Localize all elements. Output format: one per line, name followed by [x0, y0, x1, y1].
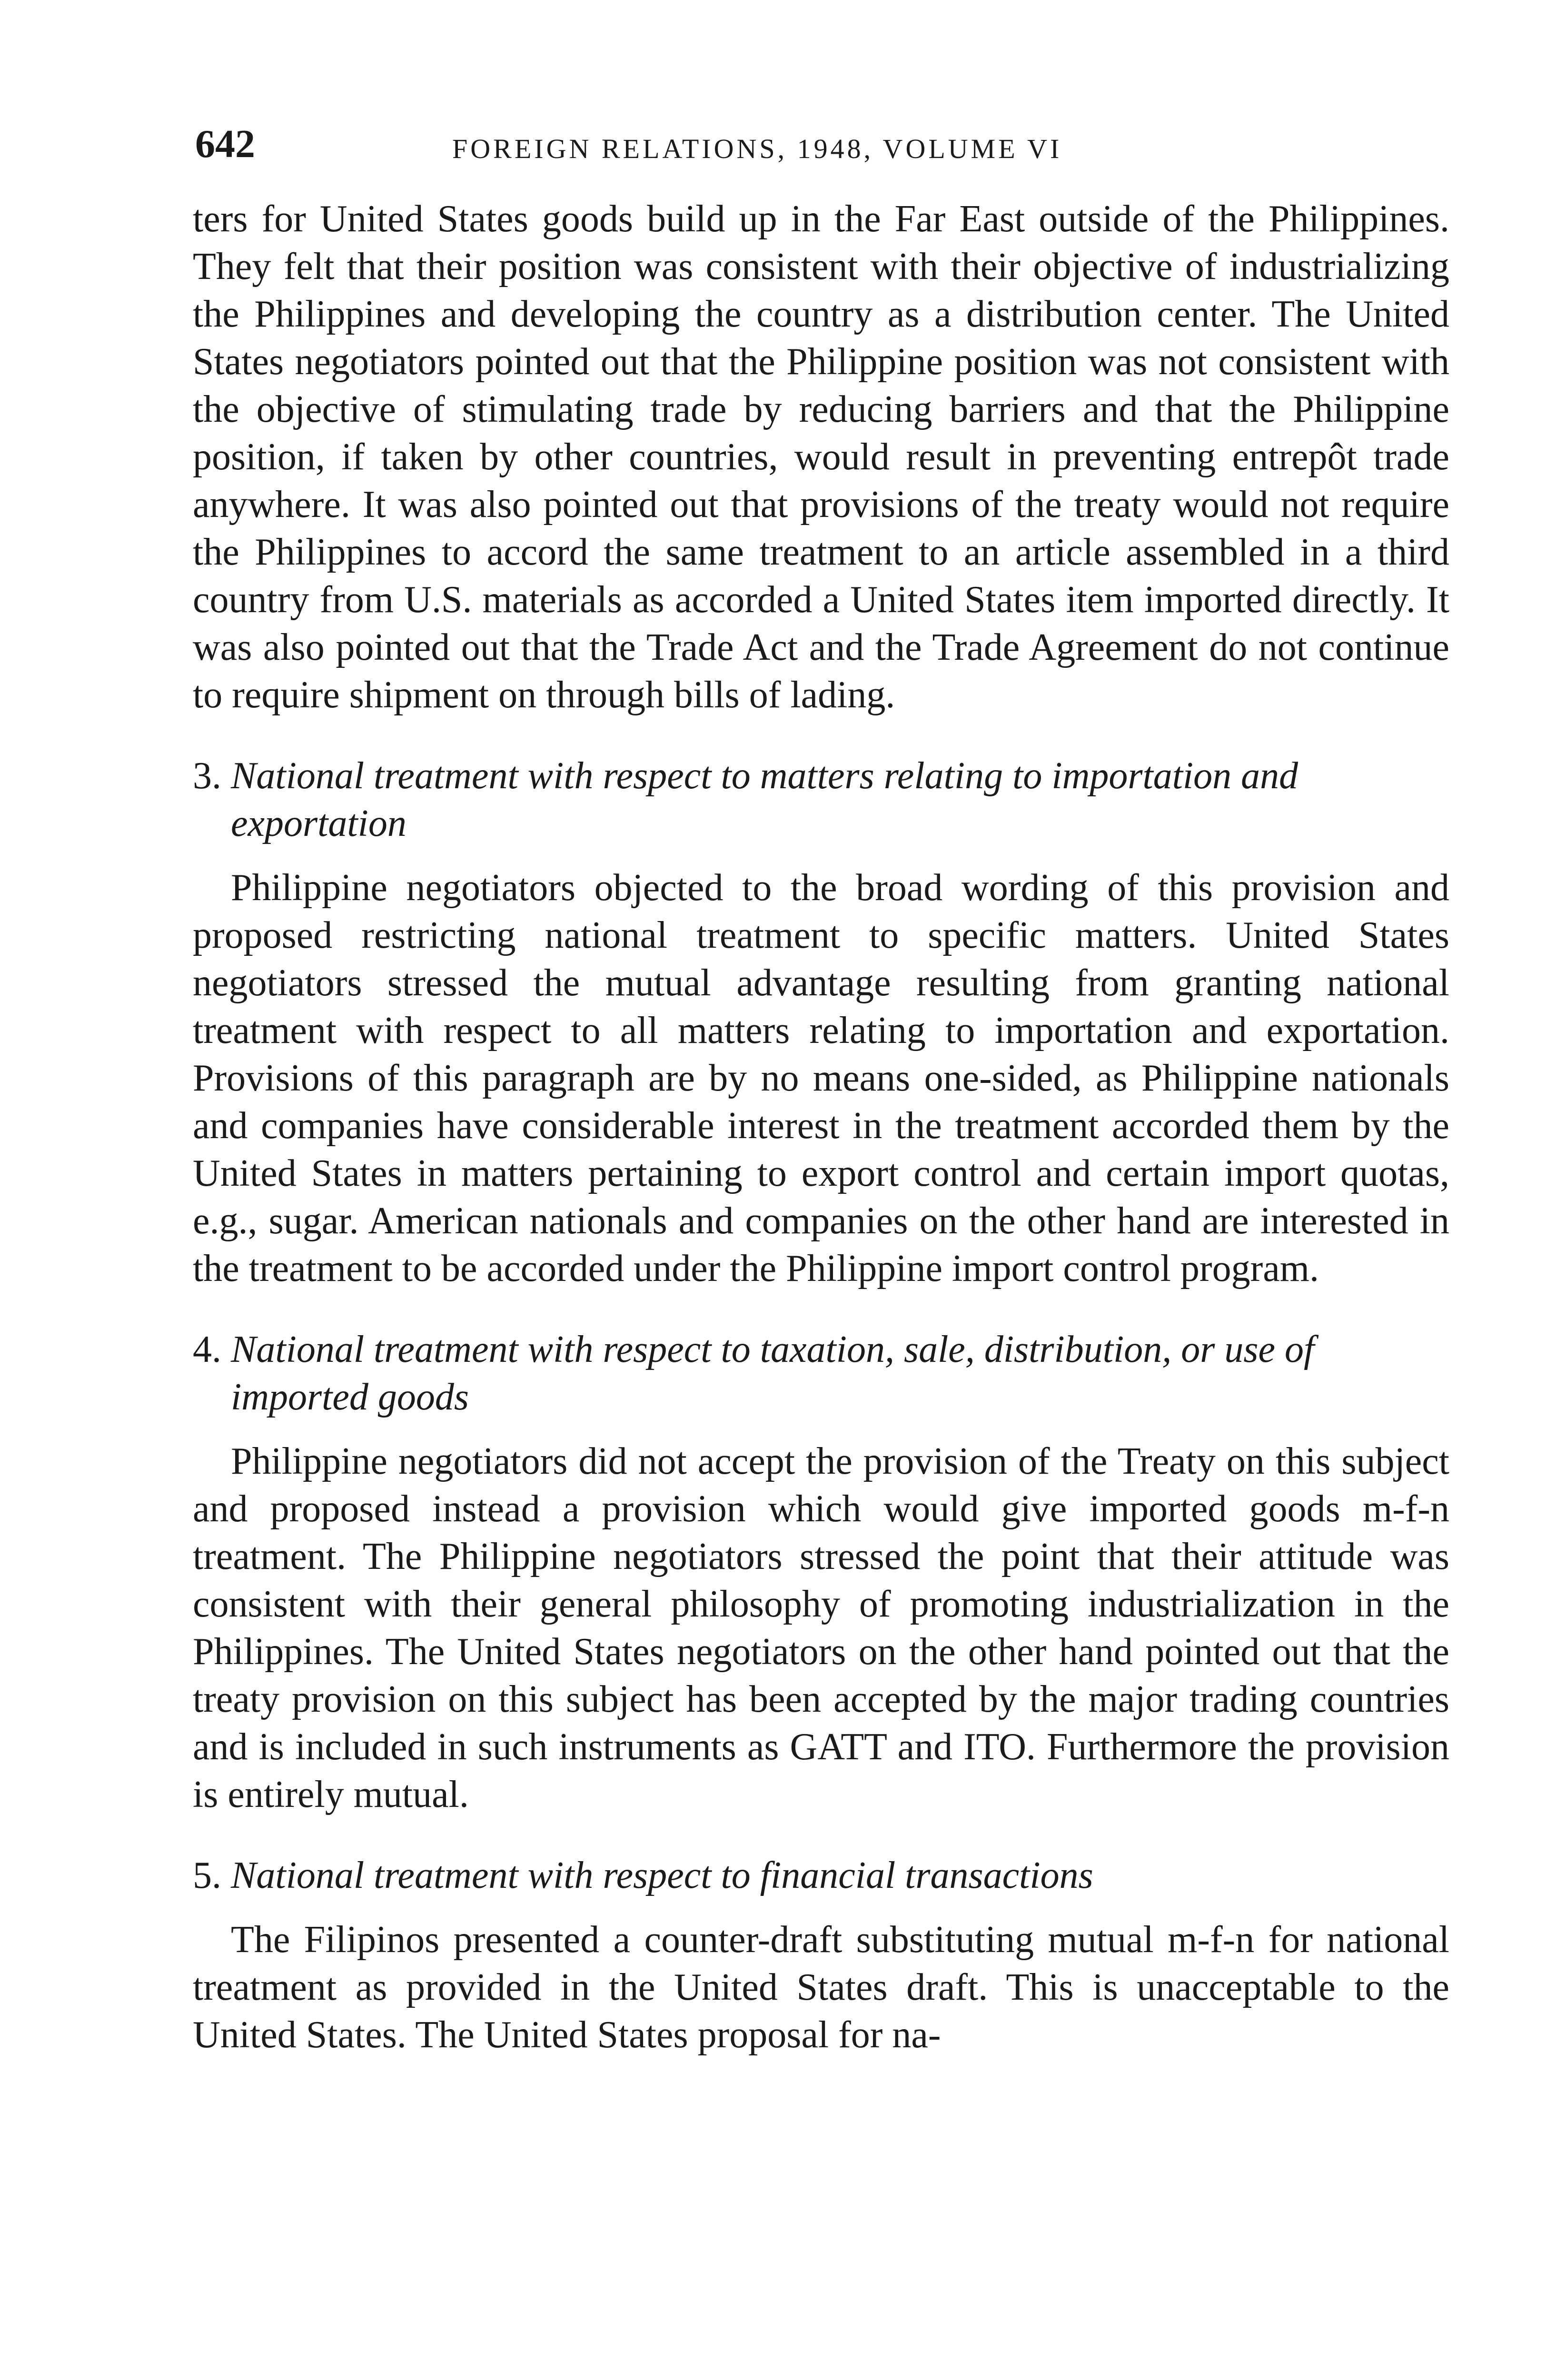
section-number: 3.	[193, 755, 221, 797]
section-paragraph-4: Philippine negotiators did not accept the provision of the Treaty on this subject and proposed instead a provision which would give imported goods m-f-n treatment. The Philippine negotiators stressed the point that their attitude was consistent with their general philosophy of promoting industrialization in the Philippines. The United States negotiators on the other hand pointed out that the treaty provision on this subject has been accepted by the major trading countries and is included in such instruments as GATT and ITO. Furthermore the provision is entirely mutual.	[193, 1440, 1449, 1815]
section-heading-4	[193, 1326, 1449, 1421]
section-number: 4.	[193, 1329, 221, 1370]
page-number: 642	[195, 122, 255, 166]
page-body	[193, 195, 1449, 2059]
section-paragraph-3: Philippine negotiators objected to the broad wording of this provision and proposed restricting national treatment to specific matters. United States negotiators stressed the mutual advantage resulting from granting national treatment with respect to all matters relating to importation and exportation. Provisions of this paragraph are by no means one-sided, as Philippine nationals and companies have considerable interest in the treatment accorded them by the United States in matters pertaining to export control and certain import quotas, e.g., sugar. American nationals and companies on the other hand are interested in the treatment to be accorded under the Philippine import control program.	[193, 867, 1449, 1289]
section-heading-5	[193, 1852, 1449, 1899]
section-title: National treatment with respect to taxation, sale, distribution, or use of imported goods	[231, 1329, 1315, 1418]
section-title: National treatment with respect to financial transactions	[231, 1854, 1093, 1896]
section-number: 5.	[193, 1854, 221, 1896]
continuation-paragraph: ters for United States goods build up in the Far East outside of the Philippines. They felt that their position was consistent with their objective of industrializing the Philippines and developing the country as a distribution center. The United States negotiators pointed out that the Philippine position was not consistent with the objective of stimulating trade by reducing barriers and that the Philippine position, if taken by other countries, would result in preventing entrepôt trade anywhere. It was also pointed out that provisions of the treaty would not require the Philippines to accord the same treatment to an article assembled in a third country from U.S. materials as accorded a United States item imported directly. It was also pointed out that the Trade Act and the Trade Agreement do not continue to require shipment on through bills of lading.	[193, 198, 1449, 716]
section-paragraph-5: The Filipinos presented a counter-draft substituting mutual m-f-n for national treatment as provided in the United States draft. This is unacceptable to the United States. The United States proposal for na-	[193, 1919, 1449, 2056]
section-title: National treatment with respect to matters relating to importation and exportation	[231, 755, 1298, 844]
page-header	[195, 118, 1219, 170]
running-title: FOREIGN RELATIONS, 1948, VOLUME VI	[452, 133, 1062, 164]
section-heading-3	[193, 752, 1449, 847]
